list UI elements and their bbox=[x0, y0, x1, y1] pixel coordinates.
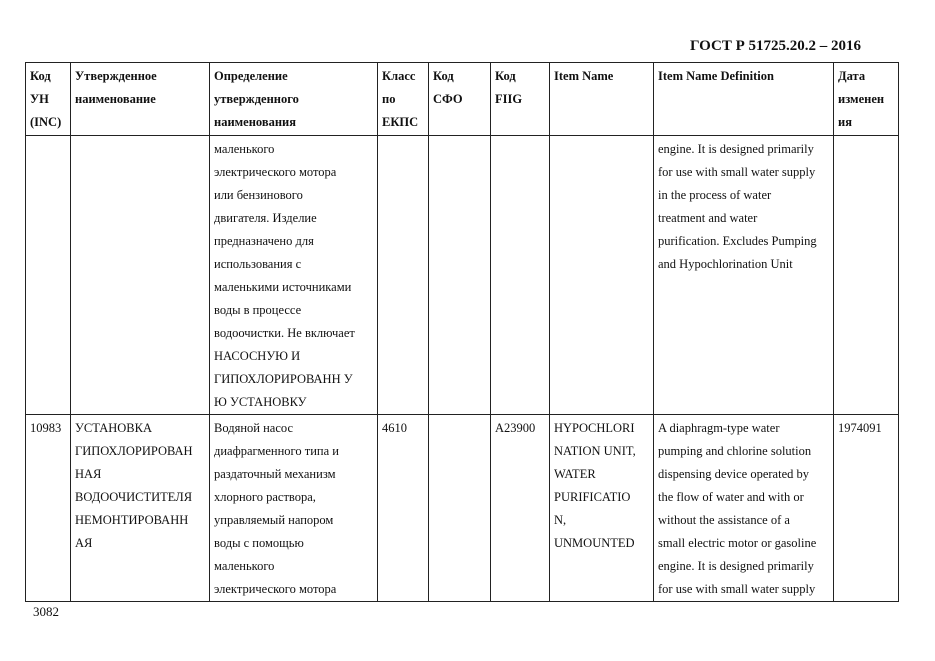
header-class bbox=[378, 63, 429, 136]
text-line: Item Name Definition bbox=[658, 69, 774, 83]
text-line: НЕМОНТИРОВАНН bbox=[75, 513, 189, 527]
text-line: маленького bbox=[214, 559, 275, 573]
text-line: ВОДООЧИСТИТЕЛЯ bbox=[75, 490, 193, 504]
catalog-table bbox=[25, 62, 898, 604]
cell-fiig: A23900 bbox=[491, 415, 550, 602]
text-line: водоочистки. Не включает bbox=[214, 326, 355, 340]
header-inc bbox=[26, 63, 71, 136]
text-line: или бензинового bbox=[214, 188, 303, 202]
text-line: PURIFICATIO bbox=[554, 490, 631, 504]
cell-definition-ru bbox=[210, 136, 378, 415]
cell-class: 4610 bbox=[378, 415, 429, 602]
text-line: НАСОСНУЮ И bbox=[214, 349, 301, 363]
text-line: электрического мотора bbox=[214, 582, 337, 596]
text-line: предназначено для bbox=[214, 234, 314, 248]
text-line: маленькими источниками bbox=[214, 280, 352, 294]
text-line: раздаточный механизм bbox=[214, 467, 336, 481]
text-line: Код bbox=[495, 69, 516, 83]
text-line: without the assistance of a bbox=[658, 513, 790, 527]
cell-sfo bbox=[429, 415, 491, 602]
text-line: Класс bbox=[382, 69, 416, 83]
page-number: 3082 bbox=[33, 604, 59, 619]
cell-sfo bbox=[429, 136, 491, 415]
text-line: WATER bbox=[554, 467, 596, 481]
text-line: small electric motor or gasoline bbox=[658, 536, 817, 550]
text-line: engine. It is designed primarily bbox=[658, 559, 814, 573]
text-line: Определение bbox=[214, 69, 288, 83]
text-line: электрического мотора bbox=[214, 165, 337, 179]
header-change-date bbox=[834, 63, 899, 136]
text-line: ия bbox=[838, 115, 852, 129]
text-line: воды с помощью bbox=[214, 536, 304, 550]
cell-definition-en bbox=[654, 415, 834, 602]
text-line: НАЯ bbox=[75, 467, 102, 481]
table-row bbox=[26, 136, 899, 415]
text-line: for use with small water supply bbox=[658, 582, 816, 596]
text-line: утвержденного bbox=[214, 92, 299, 106]
document-header-title: ГОСТ Р 51725.20.2 – 2016 bbox=[690, 38, 862, 54]
header-item-name-definition bbox=[654, 63, 834, 136]
text-line: ГИПОХЛОРИРОВАН bbox=[75, 444, 193, 458]
text-line: СФО bbox=[433, 92, 463, 106]
cell-fiig bbox=[491, 136, 550, 415]
text-line: Код bbox=[30, 69, 51, 83]
text-line: Item Name bbox=[554, 69, 614, 83]
text-line: УН bbox=[30, 92, 49, 106]
cell-inc: 10983 bbox=[26, 415, 71, 602]
text-line: воды в процессе bbox=[214, 303, 302, 317]
text-line: Утвержденное bbox=[75, 69, 157, 83]
text-line: purification. Excludes Pumping bbox=[658, 234, 817, 248]
text-line: ГИПОХЛОРИРОВАНН У bbox=[214, 372, 353, 386]
text-line: NATION UNIT, bbox=[554, 444, 636, 458]
text-line: диафрагменного типа и bbox=[214, 444, 339, 458]
header-approved-name bbox=[71, 63, 210, 136]
table-row bbox=[26, 415, 899, 602]
cell-item-name bbox=[550, 415, 654, 602]
text-line: наименования bbox=[214, 115, 297, 129]
text-line: engine. It is designed primarily bbox=[658, 142, 814, 156]
text-line: UNMOUNTED bbox=[554, 536, 635, 550]
text-line: HYPOCHLORI bbox=[554, 421, 635, 435]
text-line: управляемый напором bbox=[214, 513, 334, 527]
cell-date bbox=[834, 136, 899, 415]
text-line: маленького bbox=[214, 142, 275, 156]
text-line: the flow of water and with or bbox=[658, 490, 804, 504]
text-line: in the process of water bbox=[658, 188, 772, 202]
text-line: УСТАНОВКА bbox=[75, 421, 152, 435]
cell-item-name bbox=[550, 136, 654, 415]
header-fiig bbox=[491, 63, 550, 136]
text-line: FIIG bbox=[495, 92, 523, 106]
header-sfo bbox=[429, 63, 491, 136]
text-line: АЯ bbox=[75, 536, 93, 550]
text-line: наименование bbox=[75, 92, 156, 106]
header-item-name bbox=[550, 63, 654, 136]
text-line: treatment and water bbox=[658, 211, 758, 225]
text-line: двигателя. Изделие bbox=[214, 211, 317, 225]
text-line: A diaphragm-type water bbox=[658, 421, 780, 435]
text-line: Водяной насос bbox=[214, 421, 293, 435]
text-line: for use with small water supply bbox=[658, 165, 816, 179]
cell-approved-name bbox=[71, 415, 210, 602]
table-header-row bbox=[26, 63, 899, 136]
catalog-table-grid bbox=[25, 62, 899, 602]
header-definition bbox=[210, 63, 378, 136]
text-line: dispensing device operated by bbox=[658, 467, 809, 481]
text-line: (INC) bbox=[30, 115, 62, 129]
cell-definition-ru bbox=[210, 415, 378, 602]
text-line: pumping and chlorine solution bbox=[658, 444, 812, 458]
cell-date: 1974091 bbox=[834, 415, 899, 602]
text-line: по bbox=[382, 92, 396, 106]
text-line: использования с bbox=[214, 257, 302, 271]
text-line: Код bbox=[433, 69, 454, 83]
text-line: and Hypochlorination Unit bbox=[658, 257, 793, 271]
cell-inc bbox=[26, 136, 71, 415]
text-line: Дата bbox=[838, 69, 866, 83]
text-line: ЕКПС bbox=[382, 115, 419, 129]
cell-definition-en bbox=[654, 136, 834, 415]
text-line: Ю УСТАНОВКУ bbox=[214, 395, 307, 409]
cell-approved-name bbox=[71, 136, 210, 415]
text-line: изменен bbox=[838, 92, 885, 106]
text-line: хлорного раствора, bbox=[214, 490, 316, 504]
cell-class bbox=[378, 136, 429, 415]
text-line: N, bbox=[554, 513, 567, 527]
